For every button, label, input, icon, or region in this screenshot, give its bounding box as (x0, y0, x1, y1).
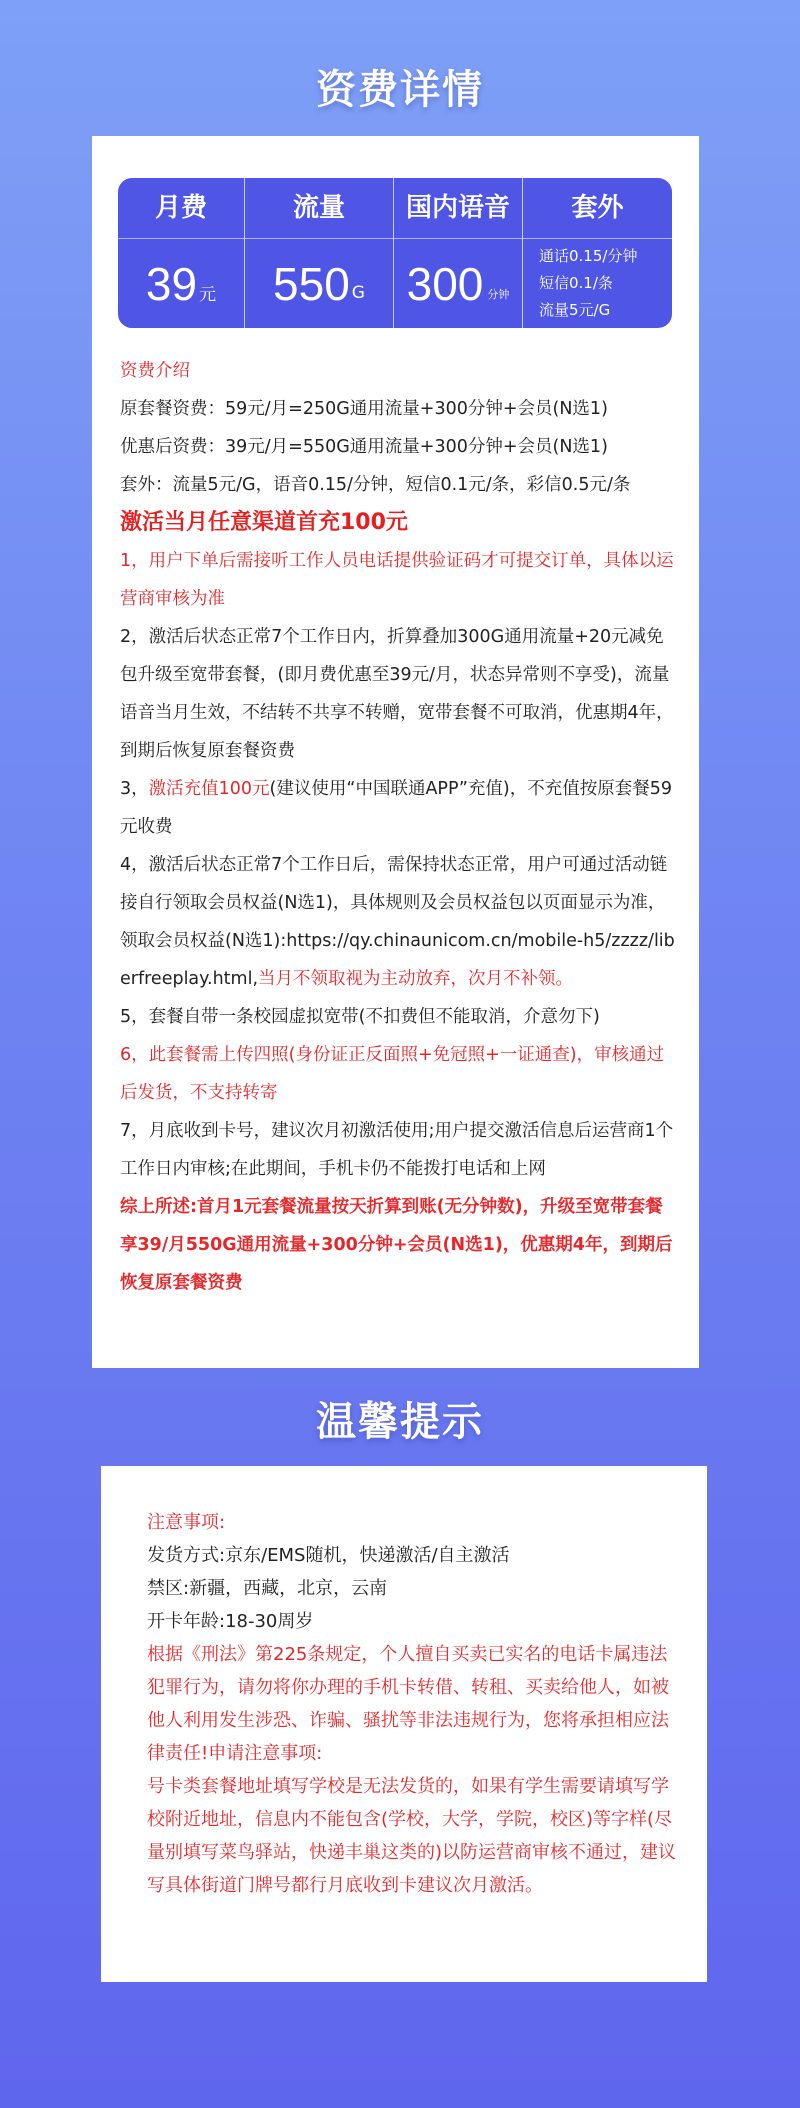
item-5: 5，套餐自带一条校园虚拟宽带(不扣费但不能取消，介意勿下) (120, 1007, 600, 1027)
tariff-intro (120, 352, 680, 1302)
item-4: 4，激活后状态正常7个工作日后，需保持状态正常，用户可通过活动链接自行领取会员权益(N选1)，具体规则及会员权益包以页面显示为准，领取会员权益(N选1):https://qy.chinaunicom.cn/mobile-h5/zzzz/liberfreeplay.html,当月不领取视为主动放弃，次月不补领。 (120, 855, 675, 989)
original-price-text: 原套餐资费：59元/月=250G通用流量+300分钟+会员(N选1) (120, 399, 608, 419)
tariff-card (92, 136, 699, 1368)
restricted-regions: 禁区:新疆，西藏，北京，云南 (147, 1578, 388, 1599)
address-notice: 号卡类套餐地址填写学校是无法发货的，如果有学生需要请填写学校附近地址，信息内不能包含(学校，大学，学院，校区)等字样(尽量别填写菜鸟驿站，快递丰巢这类的)以防运营商审核不通过，建议写具体街道门牌号都行月底收到卡建议次月激活。 (147, 1776, 677, 1896)
item-7: 7，月底收到卡号，建议次月初激活使用;用户提交激活信息后运营商1个工作日内审核;在此期间，手机卡仍不能拨打电话和上网 (120, 1121, 674, 1179)
monthly-fee-column (118, 178, 244, 328)
intro-heading: 资费介绍 (120, 361, 190, 381)
voice-column (394, 178, 522, 328)
item-3-highlight: 激活充值100元 (148, 779, 270, 799)
promo-heading: 激活当月任意渠道首充100元 (120, 510, 408, 535)
summary-text: 综上所述:首月1元套餐流量按天折算到账(无分钟数)，升级至宽带套餐享39/月550G通用流量+300分钟+会员(N选1)，优惠期4年，到期后恢复原套餐资费 (120, 1197, 673, 1293)
data-unit: G (351, 282, 365, 303)
overage-header: 套外 (571, 193, 624, 223)
voice-value: 300 (406, 257, 484, 310)
item-1: 1，用户下单后需接听工作人员电话提供验证码才可提交订单，具体以运营商审核为准 (120, 551, 674, 609)
overage-sms-rate: 短信0.1/条 (539, 274, 613, 292)
data-header: 流量 (292, 193, 345, 223)
tips-card (101, 1466, 707, 1982)
monthly-fee-unit: 元 (199, 285, 217, 305)
overage-call-rate: 通话0.15/分钟 (539, 247, 638, 265)
tips-heading: 注意事项: (147, 1512, 226, 1533)
price-table (118, 178, 672, 328)
monthly-fee-header: 月费 (154, 193, 207, 223)
legal-notice: 根据《刑法》第225条规定，个人擅自买卖已实名的电话卡属违法犯罪行为，请勿将你办理的手机卡转借、转租、买卖给他人，如被他人利用发生涉恐、诈骗、骚扰等非法违规行为，您将承担相应法律责任!申请注意事项: (147, 1644, 669, 1764)
age-requirement: 开卡年龄:18-30周岁 (147, 1611, 314, 1632)
overage-text: 套外：流量5元/G，语音0.15/分钟，短信0.1元/条，彩信0.5元/条 (120, 475, 631, 495)
tips-title: 温馨提示 (316, 1399, 484, 1445)
data-column (245, 178, 393, 328)
overage-data-rate: 流量5元/G (539, 301, 611, 319)
discount-price-text: 优惠后资费：39元/月=550G通用流量+300分钟+会员(N选1) (120, 437, 608, 457)
item-3: 3，激活充值100元(建议使用“中国联通APP”充值)，不充值按原套餐59元收费 (120, 779, 673, 837)
tips-body (147, 1506, 677, 1902)
monthly-fee-value: 39 (145, 257, 198, 310)
page-title: 资费详情 (316, 67, 484, 113)
item-4-highlight: 当月不领取视为主动放弃，次月不补领。 (258, 969, 574, 989)
data-value: 550 (273, 257, 350, 310)
item-2: 2，激活后状态正常7个工作日内，折算叠加300G通用流量+20元减免包升级至宽带套餐，(即月费优惠至39元/月，状态异常则不享受)，流量语音当月生效，不结转不共享不转赠，宽带套餐不可取消，优惠期4年，到期后恢复原套餐资费 (120, 627, 674, 761)
voice-unit: 分钟 (487, 287, 510, 301)
voice-header: 国内语音 (405, 193, 510, 223)
overage-column (523, 178, 672, 328)
item-6: 6，此套餐需上传四照(身份证正反面照+免冠照+一证通查)，审核通过后发货，不支持转寄 (120, 1045, 665, 1103)
shipping-method: 发货方式:京东/EMS随机，快递激活/自主激活 (147, 1545, 510, 1566)
